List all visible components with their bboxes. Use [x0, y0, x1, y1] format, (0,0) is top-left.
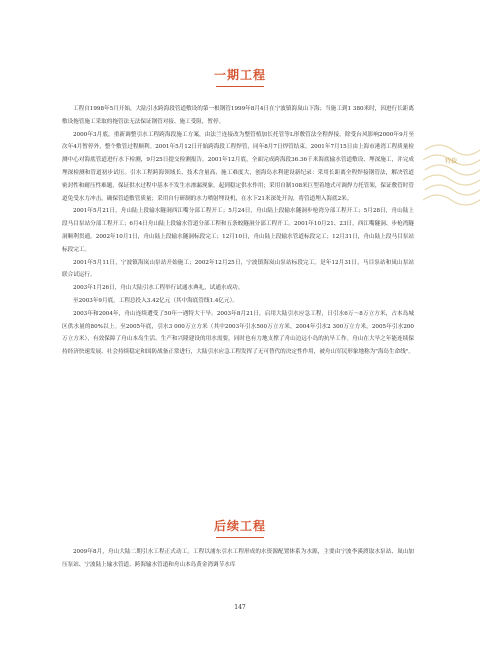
paragraph: 2001年5月21日，舟山陆上段输水隧洞西江嘴分部工程开工；5月24日，舟山陆上段输水隧洞步枪湾分部工程开工；5月28日，舟山陆上段马目泵站分部工程开工；6月4日舟山陆上段输水管道分部工程和五条蛟隧洞分部工程开工。2001年10月21、23日，西江嘴隧洞、步枪湾隧洞顺利贯通。2002年10月1日，舟山陆上段输水隧洞标段完工；12月10日，舟山陆上段输水管道标段完工；12月31日，舟山陆上段马目泵站标段完工。 — [62, 208, 414, 253]
paragraph: 2001年5月11日，宁波镇海岚山泵站开始施工；2002年12月25日，宁波镇海岚山泵站标段完工。是年12月31日，马目泵站和岚山泵站联合试运行。 — [62, 259, 414, 279]
section-body-phase-one — [62, 103, 414, 359]
paragraph: 2000年3月底，重新调整引水工程跨海段施工方案，由法兰连接改为整管植加长托管等L形敷管法全程焊接。除受台风影响2000年9月至次年4月暂停外，整个敷管过程顺利。2001年5月12日开始跨海段工程焊管，同年8月7日焊管结束。2001年7月15日由上海市港湾工程质量检测中心对海底管道进行水下检测，9月25日提交检测报告。2001年12月底，全面完成跨海段36.36千米海底输水管道敷设、埋深施工，并完成埋深检测和管道初步试压。引水工程跨海领域长、技术含量高、施工难度大，创海岛水利建设新纪录：采用长距离全程焊接钢管法，解决管道密封性和耐压性难题，保证供水过程中基本不发生水渗漏现象，起到稳定供水作用；采用自制108米巨型着地式可调焊力托管架，保证敷管时管道免受水力冲击，确保管道敷管质量；采用自行研制的水力喷射埋设机，在水下21米深处开沟，将管道埋入海底2米。 — [62, 131, 414, 202]
section-title-phase-one: 一期工程 — [213, 68, 266, 82]
section-title-follow-up: 后续工程 — [213, 519, 266, 533]
side-wave-decoration — [423, 138, 480, 208]
paragraph: 2003年1月26日，舟山大陆引水工程举行试通水典礼，试通水成功。 — [73, 285, 244, 292]
title-underline — [216, 537, 264, 538]
side-label: 特载 — [444, 158, 457, 165]
paragraph: 2009年8月，舟山大陆二期引水工程正式动工。工程以浦东引水工程形成的水资源配置体系为水源，主要由宁波李溪渡取水泵站、岚山加压泵站、宁波陆上输水管道、跨海输水管道和舟山本岛黄金湾调节水库 — [62, 549, 414, 568]
page-number: 147 — [234, 604, 246, 611]
section-body-follow-up — [62, 546, 414, 572]
title-underline — [216, 86, 264, 87]
paragraph: 工程自1998年5月开始，大陆引水跨海段管道敷设的第一根钢管1999年8月4日在宁波镇海岚山下海；当施工到1 380米时，因进行长距离敷设拖管施工采取的拖管法无法保证钢管对接、施工受阻，暂停。 — [62, 106, 414, 125]
paragraph: 2003年和2004年，舟山连续遭受了50年一遇特大干旱。2003年8月21日，启用大陆引水应急工程，日引水6万～8万立方米，占本岛城区供水量的80%以上。至2005年底，引水3 000万立方米（其中2003年引水500万立方米，2004年引水2 300万立方米，2005年引水200万立方米），有效保障了舟山本岛生活、生产和兴隆建设的用水需要，同时也有力地支撑了舟山边远小岛的抗旱工作。舟山在大旱之年能连续保持经济快速发展、社会持续稳定和国防战备正常进行，大陆引水应急工程发挥了无可替代的决定性作用，被舟山军民形象地称为"海岛生命线"。 — [62, 310, 414, 356]
paragraph: 至2003年9月底，工程总投入3.42亿元（其中海底管线1.4亿元）。 — [73, 297, 239, 304]
